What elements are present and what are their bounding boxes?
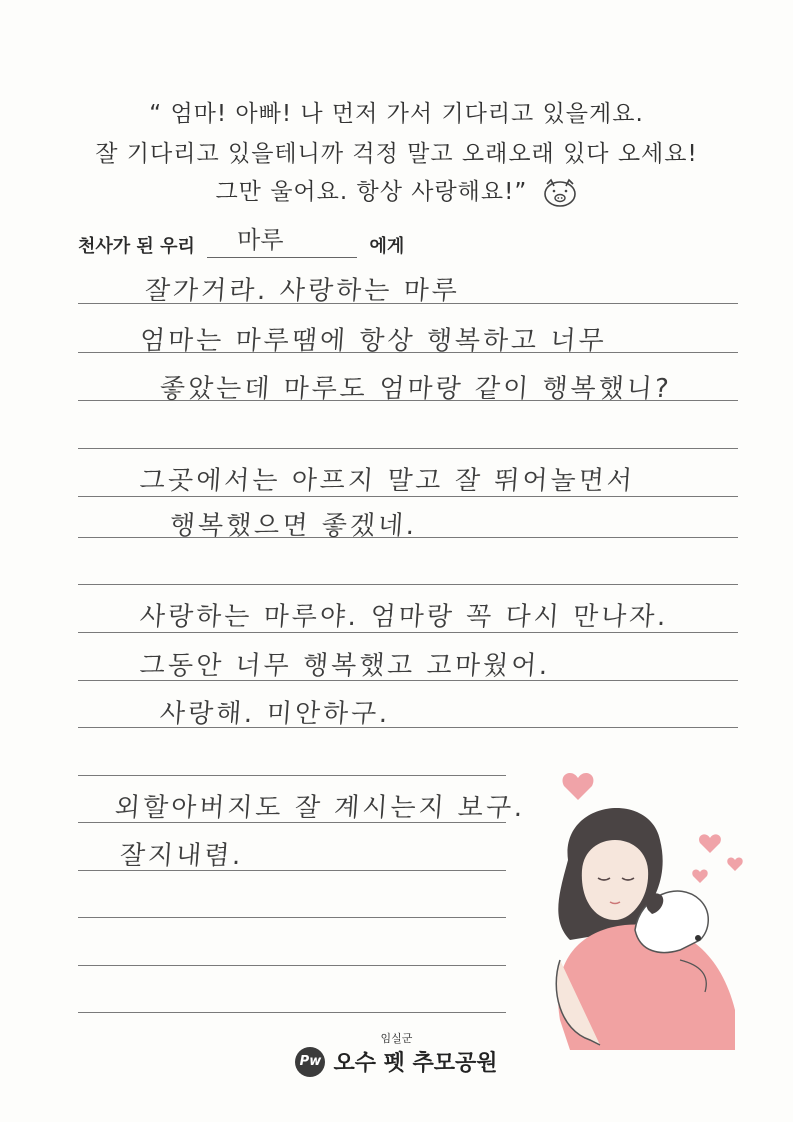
letter-line-9: 그동안 너무 행복했고 고마웠어. (138, 651, 552, 681)
ruled-line (78, 917, 506, 918)
county-label: 임실군 (380, 1032, 413, 1045)
footer (0, 1030, 793, 1077)
pig-face-icon (542, 178, 578, 208)
heart-icon (727, 857, 742, 871)
letter-line-6: 행복했으면 좋겠네. (168, 511, 419, 541)
salutation-suffix: 에게 (369, 236, 405, 257)
brand (295, 1046, 497, 1077)
letter-line-3: 좋았는데 마루도 엄마랑 같이 행복했니? (158, 374, 673, 404)
letter-line-8: 사랑하는 마루야. 엄마랑 꼭 다시 만나자. (138, 602, 670, 632)
ruled-line (78, 775, 506, 776)
pet-name: 마루 (237, 226, 284, 254)
letter-line-2: 엄마는 마루땜에 항상 행복하고 너무 (138, 326, 608, 356)
heart-icon (692, 869, 707, 883)
heart-icon (699, 834, 721, 853)
letter-line-1: 잘가거라. 사랑하는 마루 (143, 276, 461, 306)
salutation (78, 226, 405, 258)
heart-icon (563, 773, 594, 800)
quote-line-1: “ 엄마! 아빠! 나 먼저 가서 기다리고 있을게요. (149, 101, 644, 127)
letter-line-12: 외할아버지도 잘 계시는지 보구. (113, 793, 527, 823)
letter-line-5: 그곳에서는 아프지 말고 잘 뛰어놀면서 (138, 466, 636, 496)
girl-hugging-dog-illustration (530, 760, 760, 1050)
name-blank (207, 226, 357, 258)
quote-line-2: 잘 기다리고 있을테니까 걱정 말고 오래오래 있다 오세요! (95, 141, 698, 167)
pw-logo-icon: Pw (295, 1047, 325, 1077)
salutation-prefix: 천사가 된 우리 (78, 236, 195, 257)
ruled-line (78, 584, 738, 585)
letter-line-13: 잘지내렴. (118, 841, 245, 871)
quote-line-3 (0, 173, 793, 208)
ruled-line (78, 965, 506, 966)
letter-line-10: 사랑해. 미안하구. (158, 699, 392, 729)
brand-name: 오수 펫 추모공원 (333, 1051, 498, 1076)
ruled-line (78, 1012, 506, 1013)
ruled-line (78, 448, 738, 449)
quote-line-3-text: 그만 울어요. 항상 사랑해요!” (215, 179, 528, 205)
